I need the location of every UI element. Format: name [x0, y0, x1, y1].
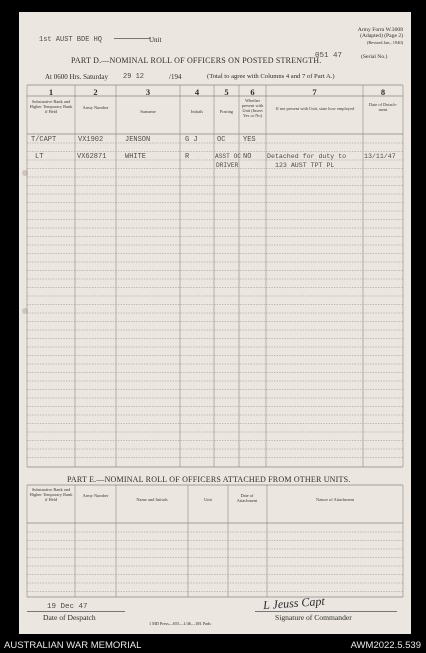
row3-employment: 123 AUST TPT PL: [275, 162, 335, 169]
row1-initials: G J: [185, 136, 198, 144]
e-header-nature: Nature of Attachment: [315, 497, 355, 502]
despatch-label: Date of Despatch: [43, 613, 96, 622]
row2-rank: LT: [35, 153, 44, 161]
row1-present: YES: [243, 136, 256, 144]
form-sheet: [19, 12, 411, 634]
col-number-3: 3: [145, 87, 151, 97]
e-header-unit: Unit: [204, 497, 212, 502]
row3-posting: DRIVER: [216, 162, 239, 169]
commander-label: Signature of Commander: [275, 613, 352, 622]
col-header-posting: Posting: [219, 109, 234, 114]
col-number-6: 6: [250, 87, 255, 97]
col-header-initials: Initials: [190, 109, 204, 114]
row2-detachment-date: 13/11/47: [364, 153, 396, 160]
col-number-7: 7: [312, 87, 317, 97]
e-header-rank: Substantive Rank and Higher Temporary Rank if Held: [29, 487, 73, 502]
part-d-date: 29 12: [123, 73, 145, 81]
form-grid: [19, 12, 411, 634]
unit-label: Unit: [149, 36, 162, 44]
row2-surname: WHITE: [125, 153, 147, 161]
archive-footer: [0, 638, 426, 653]
col-number-8: 8: [380, 87, 386, 97]
col-number-1: 1: [48, 87, 54, 97]
despatch-date: 19 Dec 47: [47, 603, 88, 611]
archive-reference: AWM2022.5.539: [350, 640, 421, 651]
serial-number: 051 47: [315, 52, 343, 60]
archive-name: AUSTRALIAN WAR MEMORIAL: [4, 640, 142, 651]
form-adapted: (Adapted) (Page 2): [360, 33, 403, 40]
col-header-present: Whether present with Unit (Insert Yes or No): [241, 98, 264, 118]
e-header-name: Name and Initials: [136, 497, 168, 502]
col-number-2: 2: [93, 87, 98, 97]
row2-employment: Detached for duty to: [267, 153, 347, 160]
col-header-employment: If not present with Unit, state how employed: [275, 106, 355, 111]
print-line: 1 MD Press—655—1/46—1M. Pads: [149, 621, 211, 626]
part-d-year: /194: [169, 73, 182, 81]
row2-army-number: VX62871: [77, 153, 107, 161]
col-header-surname: Surname: [140, 109, 156, 114]
form-number: Army Form W.3008: [357, 27, 403, 33]
col-header-rank: Substantive Rank and Higher Temporary Rank if Held: [29, 99, 73, 114]
row1-army-number: VX1902: [78, 136, 104, 144]
part-d-title: PART D.—NOMINAL ROLL OF OFFICERS ON POSTED STRENGTH.: [71, 56, 322, 65]
row1-rank: T/CAPT: [31, 136, 57, 144]
col-number-4: 4: [194, 87, 200, 97]
part-d-at-label: At 0600 Hrs. Saturday: [45, 73, 108, 81]
form-revised: (Revised Jan., 1940): [366, 39, 403, 45]
col-header-army-number: Army Number: [82, 105, 109, 110]
serial-label: (Serial No.): [361, 54, 388, 60]
row2-initials: R: [185, 153, 190, 161]
unit-typed: 1st AUST BDE HQ: [39, 36, 103, 44]
row1-surname: JENSON: [125, 136, 151, 144]
row2-present: NO: [243, 153, 252, 161]
col-number-5: 5: [224, 87, 229, 97]
part-e-title: PART E.—NOMINAL ROLL OF OFFICERS ATTACHED FROM OTHER UNITS.: [67, 475, 351, 484]
row2-posting: ASST OC: [215, 153, 241, 160]
commander-signature: L Jeuss Capt: [262, 593, 326, 613]
e-header-attach-date: Date of Attachment: [236, 493, 258, 503]
col-header-detachment-date: Date of Detach-ment: [368, 102, 398, 112]
e-header-army-number: Army Number: [82, 493, 109, 498]
part-d-total-note: (Total to agree with Columns 4 and 7 of Part A.): [207, 73, 335, 80]
row1-posting: OC: [217, 136, 226, 144]
